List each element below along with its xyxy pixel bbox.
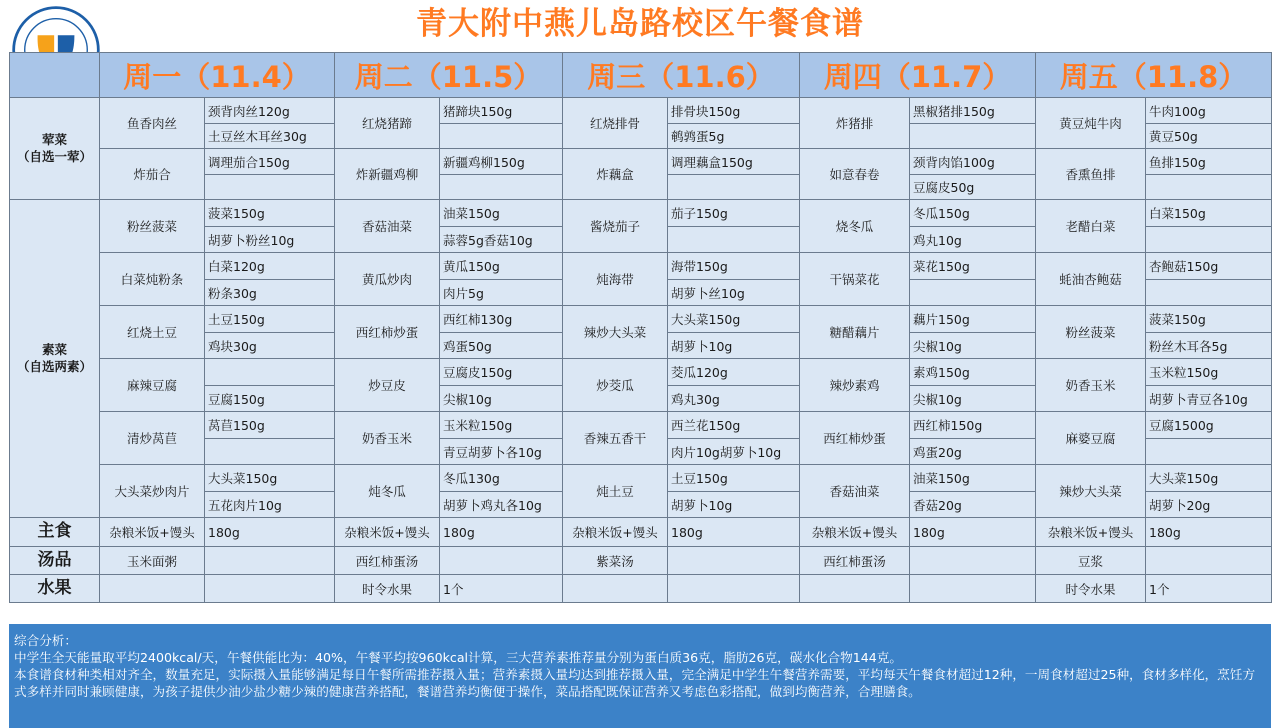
- ingredient: 白菜150g: [1146, 200, 1272, 227]
- ingredient: 豆腐皮150g: [440, 359, 563, 386]
- dish-name: 干锅菜花: [800, 253, 910, 306]
- ingredient: [440, 547, 563, 575]
- ingredient: 调理茄合150g: [205, 149, 335, 175]
- ingredient: [1146, 227, 1272, 253]
- ingredient: 牛肉100g: [1146, 98, 1272, 124]
- ingredient: [910, 547, 1036, 575]
- ingredient: 粉丝木耳各5g: [1146, 333, 1272, 359]
- ingredient: 杏鲍菇150g: [1146, 253, 1272, 280]
- ingredient: 胡萝卜青豆各10g: [1146, 386, 1272, 412]
- ingredient: 尖椒10g: [910, 386, 1036, 412]
- ingredient: 白菜120g: [205, 253, 335, 280]
- dish-name: 西红柿炒蛋: [800, 412, 910, 465]
- ingredient: 豆腐150g: [205, 386, 335, 412]
- dish-name: 西红柿蛋汤: [335, 547, 440, 575]
- dish-name: 黄瓜炒肉: [335, 253, 440, 306]
- ingredient: [910, 124, 1036, 149]
- dish-name: 香菇油菜: [335, 200, 440, 253]
- ingredient: 尖椒10g: [440, 386, 563, 412]
- dish-name: 炸藕盒: [563, 149, 668, 200]
- ingredient: 鸡块30g: [205, 333, 335, 359]
- ingredient: [205, 575, 335, 603]
- dish-name: 粉丝菠菜: [1036, 306, 1146, 359]
- dish-name: 炸猪排: [800, 98, 910, 149]
- ingredient: 茄子150g: [668, 200, 800, 227]
- ingredient: 五花肉片10g: [205, 492, 335, 518]
- ingredient: 黑椒猪排150g: [910, 98, 1036, 124]
- analysis-paragraph: 中学生全天能量取平均2400kcal/天，午餐供能比为：40%，午餐平均按960kcal计算，三大营养素推荐量分别为蛋白质36克，脂肪26克，碳水化合物144克。: [14, 650, 902, 665]
- dish-name: 白菜炖粉条: [100, 253, 205, 306]
- ingredient: 黄豆50g: [1146, 124, 1272, 149]
- dish-name: 炸茄合: [100, 149, 205, 200]
- ingredient: 鸡蛋20g: [910, 439, 1036, 465]
- ingredient: 胡萝卜10g: [668, 333, 800, 359]
- ingredient: [1146, 175, 1272, 200]
- dish-name: 烧冬瓜: [800, 200, 910, 253]
- category-label: 荤菜: [41, 132, 67, 148]
- ingredient: 胡萝卜粉丝10g: [205, 227, 335, 253]
- ingredient: [910, 280, 1036, 306]
- ingredient: [205, 359, 335, 386]
- ingredient: [205, 547, 335, 575]
- dish-name: 辣炒素鸡: [800, 359, 910, 412]
- ingredient: [668, 547, 800, 575]
- page-title: 青大附中燕儿岛路校区午餐食谱: [416, 6, 864, 42]
- ingredient: 豆腐1500g: [1146, 412, 1272, 439]
- header-corner: [10, 53, 100, 98]
- day-header: 周二（11.5）: [335, 53, 563, 98]
- ingredient: 鸡丸10g: [910, 227, 1036, 253]
- category-note: （自选两素）: [16, 358, 92, 374]
- table-row: [10, 149, 1272, 175]
- category-label: 素菜: [41, 342, 67, 358]
- table-row: [10, 200, 1272, 227]
- dish-name: 西红柿蛋汤: [800, 547, 910, 575]
- table-row: [10, 547, 1272, 575]
- ingredient: 黄瓜150g: [440, 253, 563, 280]
- ingredient: 莴苣150g: [205, 412, 335, 439]
- dish-name: 香熏鱼排: [1036, 149, 1146, 200]
- dish-name: 奶香玉米: [1036, 359, 1146, 412]
- ingredient: 油菜150g: [910, 465, 1036, 492]
- dish-name: 红烧排骨: [563, 98, 668, 149]
- ingredient: 菠菜150g: [1146, 306, 1272, 333]
- dish-name: 杂粮米饭+馒头: [563, 518, 668, 547]
- day-header: 周五（11.8）: [1036, 53, 1272, 98]
- ingredient: 粉条30g: [205, 280, 335, 306]
- table-row: [10, 98, 1272, 124]
- table-row: [10, 518, 1272, 547]
- dish-name: 玉米面粥: [100, 547, 205, 575]
- ingredient: 180g: [668, 518, 800, 547]
- ingredient: 玉米粒150g: [440, 412, 563, 439]
- ingredient: 新疆鸡柳150g: [440, 149, 563, 175]
- ingredient: 颈背肉丝120g: [205, 98, 335, 124]
- ingredient: 茭瓜120g: [668, 359, 800, 386]
- ingredient: [1146, 439, 1272, 465]
- ingredient: 胡萝卜鸡丸各10g: [440, 492, 563, 518]
- dish-name: 辣炒大头菜: [563, 306, 668, 359]
- dish-name: 红烧土豆: [100, 306, 205, 359]
- dish-name: 紫菜汤: [563, 547, 668, 575]
- ingredient: 鸡蛋50g: [440, 333, 563, 359]
- ingredient: 180g: [910, 518, 1036, 547]
- veg-category: [10, 200, 100, 518]
- ingredient: [668, 575, 800, 603]
- day-header: 周三（11.6）: [563, 53, 800, 98]
- analysis-paragraph: 本食谱食材种类相对齐全，数量充足，实际摄入量能够满足每日午餐所需推荐摄入量；营养素摄入量均达到推荐摄入量，完全满足中学生午餐营养需要，平均每天午餐食材超过12种，一周食材超过25种，食材多样化，烹饪方式多样并同时兼顾健康，为孩子提供少油少盐少糖少辣的健康营养搭配，餐谱营养均衡便于操作，菜品搭配既保证营养又考虑色彩搭配，做到均衡营养，合理膳食。: [14, 667, 1256, 699]
- dish-name: [800, 575, 910, 603]
- dish-name: 香辣五香干: [563, 412, 668, 465]
- dish-name: 鱼香肉丝: [100, 98, 205, 149]
- ingredient: [668, 227, 800, 253]
- day-header-row: [10, 53, 1272, 98]
- dish-name: 豆浆: [1036, 547, 1146, 575]
- staple-category: 主食: [10, 518, 100, 547]
- dish-name: 炖土豆: [563, 465, 668, 518]
- dish-name: 杂粮米饭+馒头: [335, 518, 440, 547]
- ingredient: 香菇20g: [910, 492, 1036, 518]
- dish-name: 大头菜炒肉片: [100, 465, 205, 518]
- ingredient: 180g: [205, 518, 335, 547]
- ingredient: 排骨块150g: [668, 98, 800, 124]
- ingredient: [910, 575, 1036, 603]
- ingredient: 土豆丝木耳丝30g: [205, 124, 335, 149]
- dish-name: 西红柿炒蛋: [335, 306, 440, 359]
- ingredient: 180g: [440, 518, 563, 547]
- dish-name: 麻辣豆腐: [100, 359, 205, 412]
- dish-name: 炒茭瓜: [563, 359, 668, 412]
- dish-name: 时令水果: [335, 575, 440, 603]
- ingredient: 西红柿150g: [910, 412, 1036, 439]
- dish-name: 清炒莴苣: [100, 412, 205, 465]
- ingredient: 海带150g: [668, 253, 800, 280]
- dish-name: 蚝油杏鲍菇: [1036, 253, 1146, 306]
- dish-name: 时令水果: [1036, 575, 1146, 603]
- dish-name: [100, 575, 205, 603]
- dish-name: 红烧猪蹄: [335, 98, 440, 149]
- ingredient: 玉米粒150g: [1146, 359, 1272, 386]
- ingredient: [205, 439, 335, 465]
- ingredient: 鱼排150g: [1146, 149, 1272, 175]
- ingredient: [440, 175, 563, 200]
- ingredient: 冬瓜150g: [910, 200, 1036, 227]
- ingredient: 颈背肉馅100g: [910, 149, 1036, 175]
- dish-name: 炖海带: [563, 253, 668, 306]
- ingredient: 1个: [1146, 575, 1272, 603]
- ingredient: 大头菜150g: [1146, 465, 1272, 492]
- ingredient: 肉片10g胡萝卜10g: [668, 439, 800, 465]
- dish-name: 麻婆豆腐: [1036, 412, 1146, 465]
- ingredient: [668, 175, 800, 200]
- ingredient: 肉片5g: [440, 280, 563, 306]
- ingredient: 菠菜150g: [205, 200, 335, 227]
- ingredient: 豆腐皮50g: [910, 175, 1036, 200]
- dish-name: 香菇油菜: [800, 465, 910, 518]
- dish-name: 炸新疆鸡柳: [335, 149, 440, 200]
- table-row: [10, 306, 1272, 333]
- fruit-category: 水果: [10, 575, 100, 603]
- dish-name: 粉丝菠菜: [100, 200, 205, 253]
- ingredient: 西兰花150g: [668, 412, 800, 439]
- dish-name: 酱烧茄子: [563, 200, 668, 253]
- ingredient: 猪蹄块150g: [440, 98, 563, 124]
- table-row: [10, 465, 1272, 492]
- ingredient: 胡萝卜20g: [1146, 492, 1272, 518]
- dish-name: 炒豆皮: [335, 359, 440, 412]
- ingredient: 调理藕盒150g: [668, 149, 800, 175]
- ingredient: 藕片150g: [910, 306, 1036, 333]
- ingredient: 180g: [1146, 518, 1272, 547]
- ingredient: 土豆150g: [205, 306, 335, 333]
- analysis-heading: 综合分析：: [14, 633, 77, 648]
- dish-name: 炖冬瓜: [335, 465, 440, 518]
- lunch-menu-table: [9, 52, 1272, 603]
- ingredient: [1146, 547, 1272, 575]
- dish-name: 辣炒大头菜: [1036, 465, 1146, 518]
- table-row: [10, 253, 1272, 280]
- dish-name: 黄豆炖牛肉: [1036, 98, 1146, 149]
- ingredient: 尖椒10g: [910, 333, 1036, 359]
- meat-category: [10, 98, 100, 200]
- dish-name: 杂粮米饭+馒头: [1036, 518, 1146, 547]
- dish-name: 糖醋藕片: [800, 306, 910, 359]
- soup-category: 汤品: [10, 547, 100, 575]
- ingredient: [1146, 280, 1272, 306]
- dish-name: 杂粮米饭+馒头: [100, 518, 205, 547]
- ingredient: 大头菜150g: [205, 465, 335, 492]
- table-row: [10, 359, 1272, 386]
- ingredient: 鹌鹑蛋5g: [668, 124, 800, 149]
- ingredient: 大头菜150g: [668, 306, 800, 333]
- dish-name: [563, 575, 668, 603]
- table-row: [10, 575, 1272, 603]
- ingredient: 菜花150g: [910, 253, 1036, 280]
- dish-name: 奶香玉米: [335, 412, 440, 465]
- ingredient: [440, 124, 563, 149]
- day-header: 周四（11.7）: [800, 53, 1036, 98]
- dish-name: 如意春卷: [800, 149, 910, 200]
- ingredient: 土豆150g: [668, 465, 800, 492]
- ingredient: 胡萝卜丝10g: [668, 280, 800, 306]
- ingredient: 青豆胡萝卜各10g: [440, 439, 563, 465]
- table-row: [10, 412, 1272, 439]
- ingredient: 油菜150g: [440, 200, 563, 227]
- ingredient: 鸡丸30g: [668, 386, 800, 412]
- ingredient: 胡萝卜10g: [668, 492, 800, 518]
- ingredient: 西红柿130g: [440, 306, 563, 333]
- dish-name: 老醋白菜: [1036, 200, 1146, 253]
- analysis-panel: [9, 624, 1271, 728]
- ingredient: 1个: [440, 575, 563, 603]
- day-header: 周一（11.4）: [100, 53, 335, 98]
- ingredient: 素鸡150g: [910, 359, 1036, 386]
- ingredient: 冬瓜130g: [440, 465, 563, 492]
- ingredient: [205, 175, 335, 200]
- ingredient: 蒜蓉5g香菇10g: [440, 227, 563, 253]
- category-note: （自选一荤）: [16, 148, 92, 164]
- dish-name: 杂粮米饭+馒头: [800, 518, 910, 547]
